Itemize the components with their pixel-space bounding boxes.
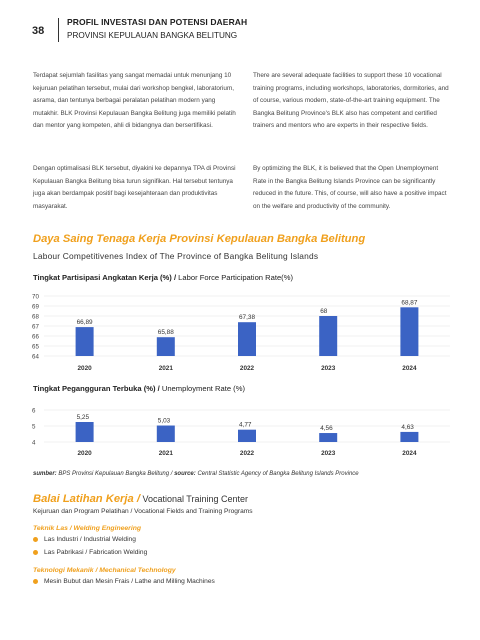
chart1-title-id: Tingkat Partisipasi Angkatan Kerja (%) /	[33, 273, 177, 282]
x-tick-label: 2021	[158, 450, 173, 457]
data-label: 68,87	[401, 299, 418, 307]
data-label: 4,77	[239, 421, 252, 429]
bullet-icon	[33, 579, 38, 584]
y-tick-label: 68	[32, 313, 39, 321]
x-tick-label: 2023	[321, 365, 336, 372]
header-divider	[58, 18, 59, 42]
list-item-label: Las Industri / Industrial Welding	[44, 536, 136, 543]
bar-2024	[400, 432, 418, 442]
x-tick-label: 2022	[239, 365, 255, 372]
y-tick-label: 4	[32, 439, 36, 447]
list-item	[33, 578, 215, 585]
data-label: 4,63	[401, 423, 414, 431]
bar-2022	[238, 322, 256, 356]
bar-2020	[76, 327, 94, 356]
paragraph-id-optimization: Dengan optimalisasi BLK tersebut, diyakini ke depannya TPA di Provinsi Kepulauan Bangka Belitung bisa turun signifikan. Hal tersebut tentunya juga akan berdampak positif bagi kesejahteraan dan produktivitas masyarakat.	[33, 165, 236, 210]
labor-participation-chart	[30, 288, 455, 378]
chart2-title-en: Unemployment Rate (%)	[159, 384, 245, 393]
y-tick-label: 70	[32, 293, 39, 301]
paragraph-en-optimization: By optimizing the BLK, it is believed that the Open Unemployment Rate in the Bangka Belitung Islands Province can be significantly reduced in the future. This, of course, will also have a positive impact on the welfare and productivity of the community.	[253, 165, 447, 210]
list-item	[33, 549, 147, 556]
header-title: PROFIL INVESTASI DAN POTENSI DAERAH	[67, 17, 248, 27]
data-label: 67,38	[239, 314, 255, 322]
bar-2023	[319, 433, 337, 442]
x-tick-label: 2024	[402, 450, 417, 457]
chart1-title-en: Labor Force Participation Rate(%)	[176, 273, 293, 282]
section-title: Daya Saing Tenaga Kerja Provinsi Kepulauan Bangka Belitung	[33, 233, 366, 245]
data-label: 5,25	[76, 414, 90, 421]
data-label: 65,88	[157, 329, 174, 337]
header-subtitle: PROVINSI KEPULAUAN BANGKA BELITUNG	[67, 31, 238, 40]
chart1-title	[33, 273, 293, 282]
category-title-welding: Teknik Las / Welding Engineering	[33, 525, 142, 532]
source-text-en: Central Statistic Agency of Bangka Belitung Islands Province	[195, 471, 359, 477]
blk-title	[33, 489, 248, 507]
data-label: 68	[320, 308, 328, 315]
bar-2022	[238, 430, 256, 442]
source-text-id: BPS Provinsi Kepulauan Bangka Belitung /	[56, 471, 175, 477]
y-tick-label: 64	[32, 353, 39, 361]
source-label-en: source:	[174, 471, 196, 477]
y-tick-label: 5	[32, 423, 36, 431]
list-item-label: Mesin Bubut dan Mesin Frais / Lathe and Milling Machines	[44, 578, 215, 585]
paragraph-id-facilities: Terdapat sejumlah fasilitas yang sangat memadai untuk menunjang 10 kejuruan pelatihan tersebut, mulai dari workshop bengkel, laboratorium, asrama, dan tentunya berbagai peralatan pelatihan modern yang mutakhir. BLK Provinsi Kepulauan Bangka Belitung juga memiliki pelatih dan mentor yang kompeten, ahli di bidangnya dan bersertifikasi.	[33, 72, 236, 130]
bar-2021	[157, 426, 175, 442]
x-tick-label: 2020	[77, 365, 92, 372]
blk-title-id: Balai Latihan Kerja /	[33, 493, 140, 505]
page-header	[0, 0, 480, 54]
blk-subtitle: Kejuruan dan Program Pelatihan / Vocational Fields and Training Programs	[33, 508, 253, 515]
category-title-mechanical: Teknologi Mekanik / Mechanical Technology	[33, 567, 176, 574]
source-note	[33, 471, 359, 477]
data-label: 4,56	[320, 425, 333, 433]
page-number: 38	[32, 25, 45, 37]
y-tick-label: 65	[32, 343, 39, 351]
bullet-icon	[33, 550, 38, 555]
bullet-icon	[33, 537, 38, 542]
section-subtitle: Labour Competitivenes Index of The Province of Bangka Belitung Islands	[33, 251, 319, 261]
bar-2021	[157, 337, 175, 356]
data-label: 66,89	[76, 319, 93, 327]
y-tick-label: 6	[32, 407, 36, 415]
y-tick-label: 69	[32, 303, 39, 311]
unemployment-rate-chart	[30, 400, 455, 462]
x-tick-label: 2023	[321, 450, 336, 457]
list-item	[33, 536, 136, 543]
x-tick-label: 2022	[239, 450, 255, 457]
data-label: 5,03	[157, 417, 171, 425]
bar-2024	[400, 307, 418, 356]
bar-2023	[319, 316, 337, 356]
y-tick-label: 67	[32, 323, 39, 331]
blk-title-en: Vocational Training Center	[139, 494, 249, 504]
chart2-title-id: Tingkat Pegangguran Terbuka (%) /	[33, 384, 160, 393]
source-label-id: sumber:	[33, 471, 57, 477]
x-tick-label: 2021	[158, 365, 173, 372]
x-tick-label: 2024	[402, 365, 417, 372]
x-tick-label: 2020	[77, 450, 92, 457]
paragraph-en-facilities: There are several adequate facilities to support these 10 vocational training programs, including workshops, laboratories, dormitories, and of course, various modern, state-of-the-art training equipment. The Bangka Belitung Province's BLK also has competent and certified trainers and mentors who are experts in their respective fields.	[253, 72, 449, 130]
chart2-title	[33, 384, 245, 393]
y-tick-label: 66	[32, 333, 39, 341]
bar-2020	[76, 422, 94, 442]
list-item-label: Las Pabrikasi / Fabrication Welding	[44, 549, 148, 556]
